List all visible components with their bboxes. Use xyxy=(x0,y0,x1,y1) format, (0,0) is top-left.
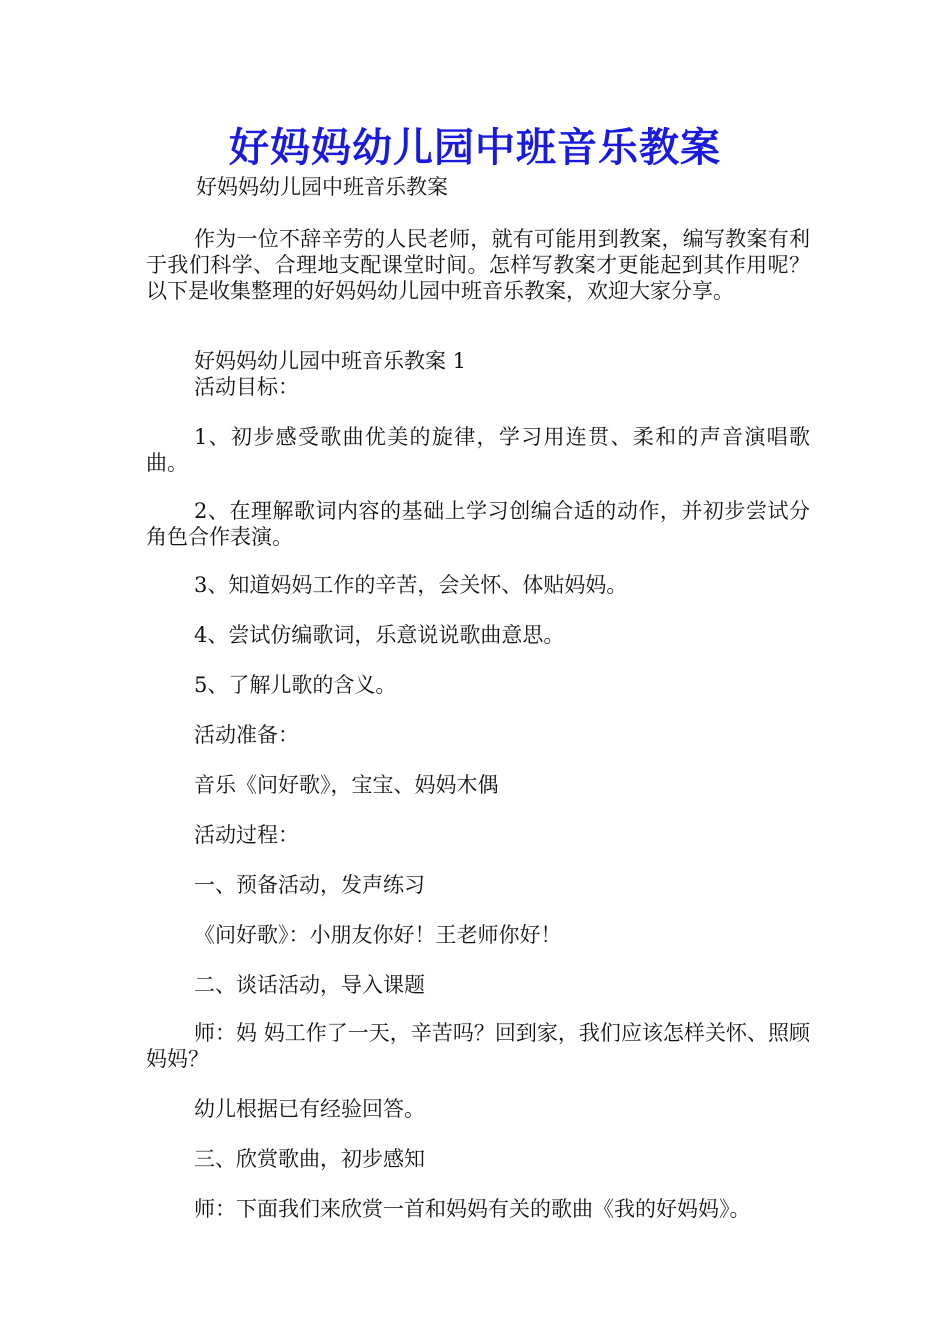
step-text: 《问好歌》：小朋友你好！王老师你好！ xyxy=(194,923,562,947)
process-label: 活动过程： xyxy=(194,823,299,847)
step-text: 师：下面我们来欣赏一首和妈妈有关的歌曲《我的好妈妈》。 xyxy=(194,1197,751,1221)
section-heading: 好妈妈幼儿园中班音乐教案 1 xyxy=(194,349,467,373)
document-subtitle: 好妈妈幼儿园中班音乐教案 xyxy=(196,175,448,199)
goal-item: 3、知道妈妈工作的辛苦，会关怀、体贴妈妈。 xyxy=(194,573,628,597)
preparation-text: 音乐《问好歌》，宝宝、妈妈木偶 xyxy=(194,773,499,797)
preparation-label: 活动准备： xyxy=(194,723,299,747)
step-text: 师：妈 妈工作了一天，辛苦吗？回到家，我们应该怎样关怀、照顾妈妈？ xyxy=(146,1021,810,1071)
document-title: 好妈妈幼儿园中班音乐教案 xyxy=(229,124,721,171)
step-heading: 二、谈话活动，导入课题 xyxy=(194,973,425,997)
goal-item: 5、了解儿歌的含义。 xyxy=(194,673,397,697)
goal-item: 4、尝试仿编歌词，乐意说说歌曲意思。 xyxy=(194,623,565,647)
step-heading: 一、预备活动，发声练习 xyxy=(194,873,425,897)
intro-paragraph: 作为一位不辞辛劳的人民老师，就有可能用到教案，编写教案有利于我们科学、合理地支配课堂时间。怎样写教案才更能起到其作用呢？以下是收集整理的好妈妈幼儿园中班音乐教案，欢迎大家分享。 xyxy=(146,227,810,303)
goals-label: 活动目标： xyxy=(194,375,299,399)
goal-item: 1、初步感受歌曲优美的旋律，学习用连贯、柔和的声音演唱歌曲。 xyxy=(146,425,810,475)
step-heading: 三、欣赏歌曲，初步感知 xyxy=(194,1147,425,1171)
goal-item: 2、在理解歌词内容的基础上学习创编合适的动作，并初步尝试分角色合作表演。 xyxy=(146,499,810,549)
step-text: 幼儿根据已有经验回答。 xyxy=(194,1097,425,1121)
